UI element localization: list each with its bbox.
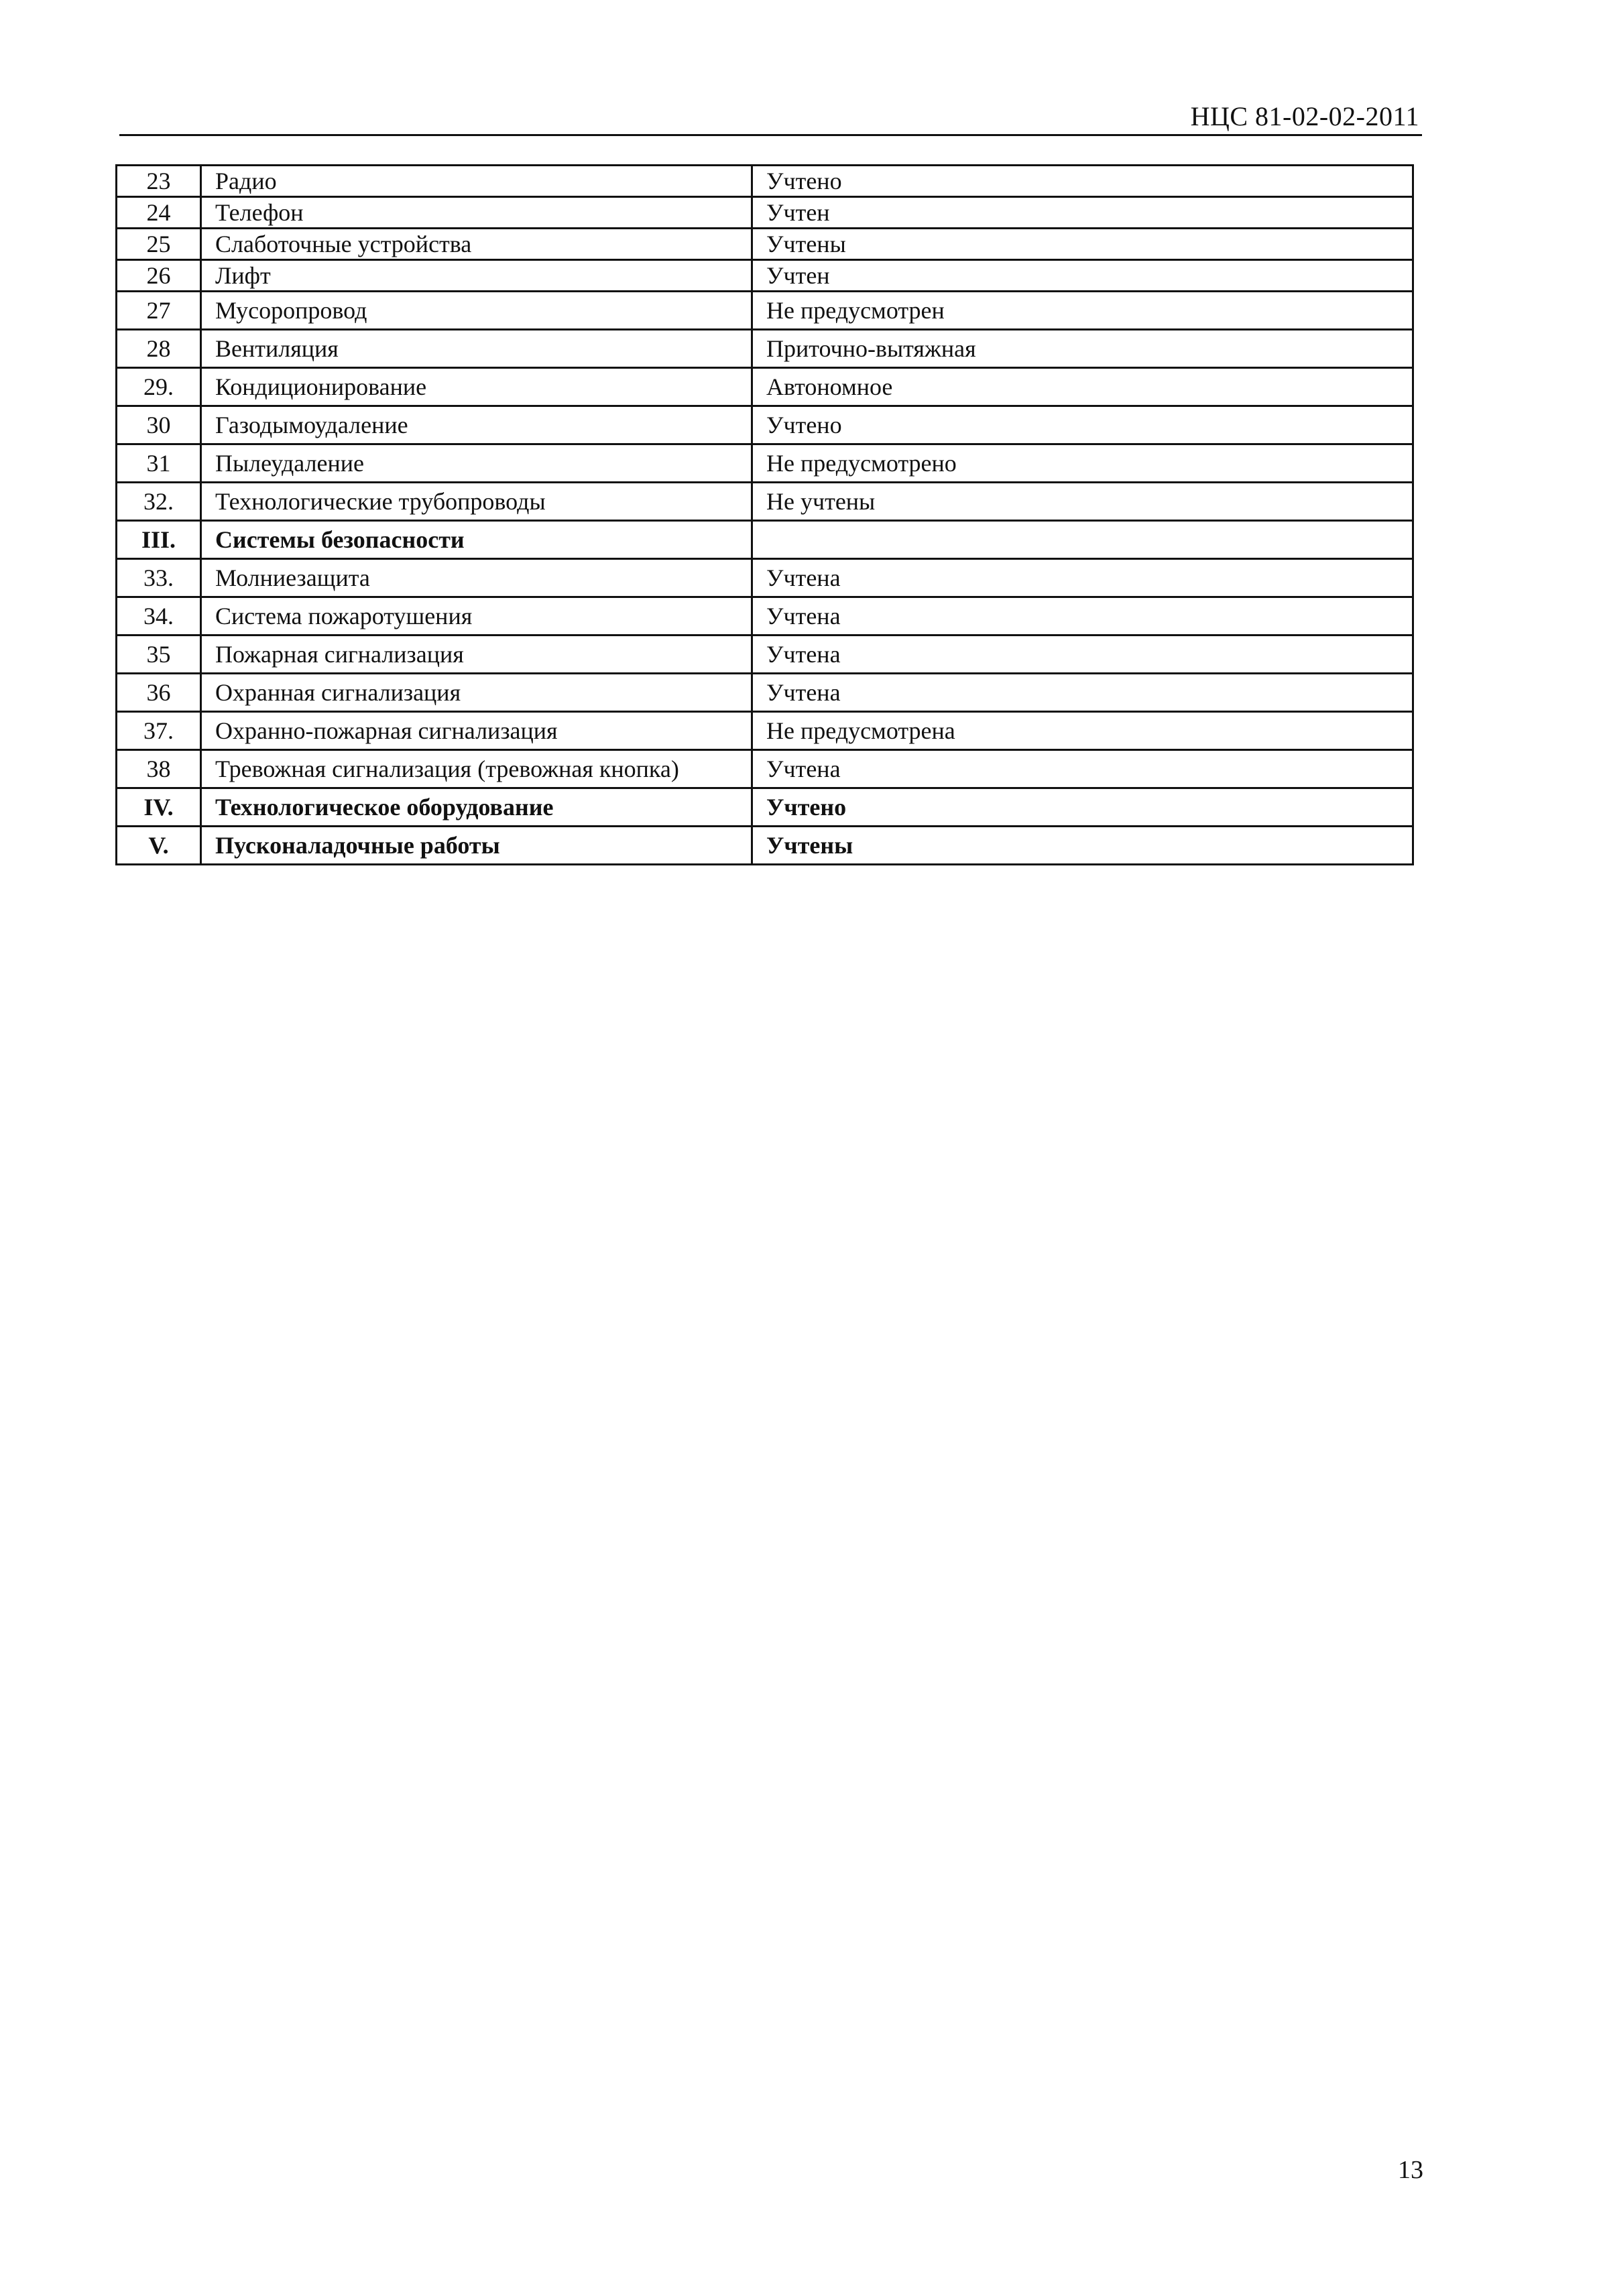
row-item-name: Охранно-пожарная сигнализация [201, 712, 752, 750]
row-item-name: Система пожаротушения [201, 597, 752, 636]
row-number: 38 [117, 750, 201, 788]
row-status: Не предусмотрен [752, 292, 1413, 330]
row-item-name: Пылеудаление [201, 444, 752, 483]
row-item-name: Пожарная сигнализация [201, 636, 752, 674]
row-number: 32. [117, 483, 201, 521]
section-title: Пусконаладочные работы [201, 827, 752, 865]
row-number: 26 [117, 260, 201, 292]
table-row [117, 712, 1413, 750]
row-status: Учтена [752, 750, 1413, 788]
row-status: Не предусмотрено [752, 444, 1413, 483]
section-number: V. [117, 827, 201, 865]
table-row [117, 636, 1413, 674]
table-row [117, 674, 1413, 712]
row-number: 36 [117, 674, 201, 712]
row-status: Не учтены [752, 483, 1413, 521]
row-item-name: Мусоропровод [201, 292, 752, 330]
section-header-row [117, 521, 1413, 559]
row-number: 25 [117, 229, 201, 260]
document-code: НЦС 81-02-02-2011 [1190, 101, 1419, 131]
row-number: 33. [117, 559, 201, 597]
row-number: 23 [117, 166, 201, 197]
table-row [117, 166, 1413, 197]
table-row [117, 483, 1413, 521]
table-row [117, 229, 1413, 260]
row-item-name: Слаботочные устройства [201, 229, 752, 260]
row-status: Учтена [752, 636, 1413, 674]
row-item-name: Лифт [201, 260, 752, 292]
row-status: Учтено [752, 406, 1413, 444]
header-divider [119, 134, 1422, 136]
table-row [117, 292, 1413, 330]
row-status: Учтена [752, 674, 1413, 712]
row-number: 28 [117, 330, 201, 368]
table-row [117, 444, 1413, 483]
section-status: Учтены [752, 827, 1413, 865]
row-number: 37. [117, 712, 201, 750]
table-row [117, 197, 1413, 229]
row-number: 24 [117, 197, 201, 229]
row-status: Учтена [752, 559, 1413, 597]
row-number: 35 [117, 636, 201, 674]
section-status [752, 521, 1413, 559]
table-row [117, 368, 1413, 406]
section-header-row [117, 827, 1413, 865]
row-number: 34. [117, 597, 201, 636]
row-number: 27 [117, 292, 201, 330]
table-row [117, 406, 1413, 444]
row-status: Учтен [752, 197, 1413, 229]
section-title: Технологическое оборудование [201, 788, 752, 827]
table-row [117, 260, 1413, 292]
row-status: Не предусмотрена [752, 712, 1413, 750]
table-row [117, 750, 1413, 788]
row-status: Учтено [752, 166, 1413, 197]
page-number: 13 [1398, 2156, 1423, 2184]
row-number: 29. [117, 368, 201, 406]
section-number: III. [117, 521, 201, 559]
row-status: Приточно-вытяжная [752, 330, 1413, 368]
row-item-name: Газодымоудаление [201, 406, 752, 444]
row-item-name: Технологические трубопроводы [201, 483, 752, 521]
row-status: Автономное [752, 368, 1413, 406]
row-number: 31 [117, 444, 201, 483]
specification-table [115, 164, 1414, 865]
row-number: 30 [117, 406, 201, 444]
row-status: Учтены [752, 229, 1413, 260]
row-item-name: Охранная сигнализация [201, 674, 752, 712]
row-item-name: Кондиционирование [201, 368, 752, 406]
table-row [117, 330, 1413, 368]
table-row [117, 559, 1413, 597]
table-row [117, 597, 1413, 636]
section-title: Системы безопасности [201, 521, 752, 559]
row-status: Учтен [752, 260, 1413, 292]
row-item-name: Телефон [201, 197, 752, 229]
row-item-name: Вентиляция [201, 330, 752, 368]
section-number: IV. [117, 788, 201, 827]
row-item-name: Радио [201, 166, 752, 197]
row-item-name: Молниезащита [201, 559, 752, 597]
section-header-row [117, 788, 1413, 827]
row-item-name: Тревожная сигнализация (тревожная кнопка) [201, 750, 752, 788]
section-status: Учтено [752, 788, 1413, 827]
row-status: Учтена [752, 597, 1413, 636]
